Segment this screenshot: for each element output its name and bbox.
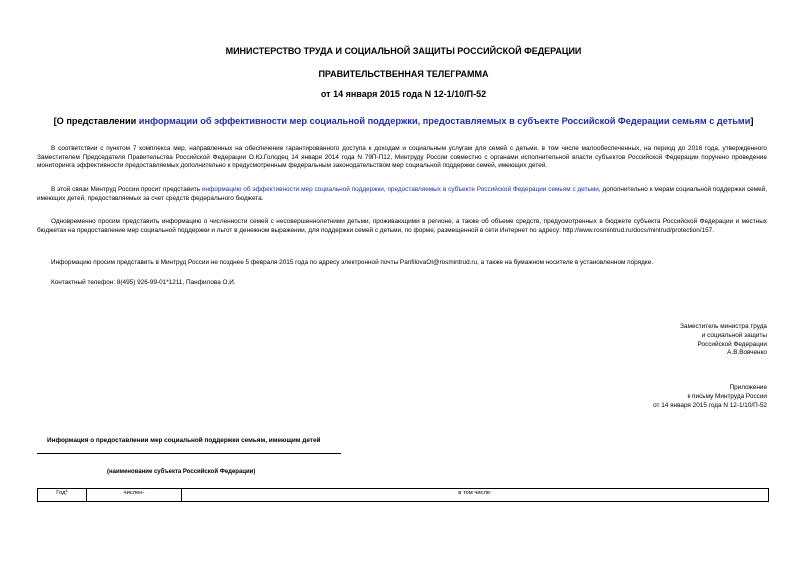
signature-position-1: Заместитель министра труда [680,323,767,330]
paragraph-4: Информацию просим представить в Минтруд России не позднее 5 февраля 2015 года по адресу электронной почты PanfilovaOI@rosmintrud.ru, а также на бумажном носителе в установленном порядке. [51,259,654,266]
form-subject-caption: (наименование субъекта Российской Федерации) [107,469,256,475]
paragraph-2-link[interactable]: информацию об эффективности мер социальной поддержки, предоставляемых в субъекте Российской Федерации семьям с детьми [201,186,599,193]
form-subject-line [37,453,341,454]
table-header-including: в том числе: [182,489,769,502]
document-type: ПРАВИТЕЛЬСТВЕННАЯ ТЕЛЕГРАММА [318,69,489,79]
table-row [38,489,769,502]
paragraph-2-suffix: , дополнительно к мерам социальной поддержки семей, имеющих детей, предоставляемых за счет средств федерального бюджета. [37,186,767,202]
table-header-year: Год* [38,489,87,502]
subject-link[interactable]: информации об эффективности мер социальной поддержки, предоставляемых в субъекте Российской Федерации семьям с детьми [138,116,751,126]
table-header-count: числен- [87,489,182,502]
contact-phone: Контактный телефон: 8(495) 926-99-01*1211, Панфилова О.И. [51,279,236,286]
subject-suffix: ] [750,116,754,126]
ministry-heading: МИНИСТЕРСТВО ТРУДА И СОЦИАЛЬНОЙ ЗАЩИТЫ РОССИЙСКОЙ ФЕДЕРАЦИИ [225,46,582,56]
subject-prefix: [О представлении [53,116,139,126]
appendix-date: от 14 января 2015 года N 12-1/10/П-52 [653,401,767,409]
paragraph-2-prefix: В этой связи Минтруд России просит представить [51,186,202,193]
signature-position-3: Российской Федерации [697,340,767,348]
signature-name: А.В.Вовченко [727,349,767,357]
appendix-title: Приложение [729,384,767,391]
form-title: Информация о предоставлении мер социальной поддержки семьям, имеющим детей [47,437,321,444]
signature-position-2: и социальной защиты [701,331,767,339]
appendix-block [653,384,767,410]
paragraph-2 [37,186,767,203]
signature-block [680,323,767,358]
paragraph-3: Одновременно просим представить информацию о численности семей с несовершеннолетними детьми, проживающими в регионе, а также об объеме средств, предусмотренных в бюджете субъекта Российской Федерации и местных бюджетах на предоставление мер социальной поддержки и льгот в денежном выражении, для поддержки семей с детьми, по форме, размещенной в сети Интернет по адресу: http://www.rosmintrud.ru/docs/mintrud/protection/157. [37,218,767,234]
appendix-ref: к письму Минтруда России [687,392,767,400]
form-table [37,488,769,502]
paragraph-1: В соответствии с пунктом 7 комплекса мер, направленных на обеспечение гарантированного доступа к доходам и социальным услугам для семей с детьми, в том числе малообеспеченных, на период до 2016 года, утвержденного Заместителем Председателя Правительства Российской Федерации О.Ю.Голодец 14 января 2014 года N 79П-П12, Минтруду России совместно с органами исполнительной власти субъектов Российской Федерации поручено проведение мониторинга эффективности предоставляемых дополнительно к предусмотренным федеральным законодательством мер социальной поддержки семей, имеющих детей. [37,145,767,170]
document-subject [0,116,807,126]
document-date-number: от 14 января 2015 года N 12-1/10/П-52 [320,89,487,99]
